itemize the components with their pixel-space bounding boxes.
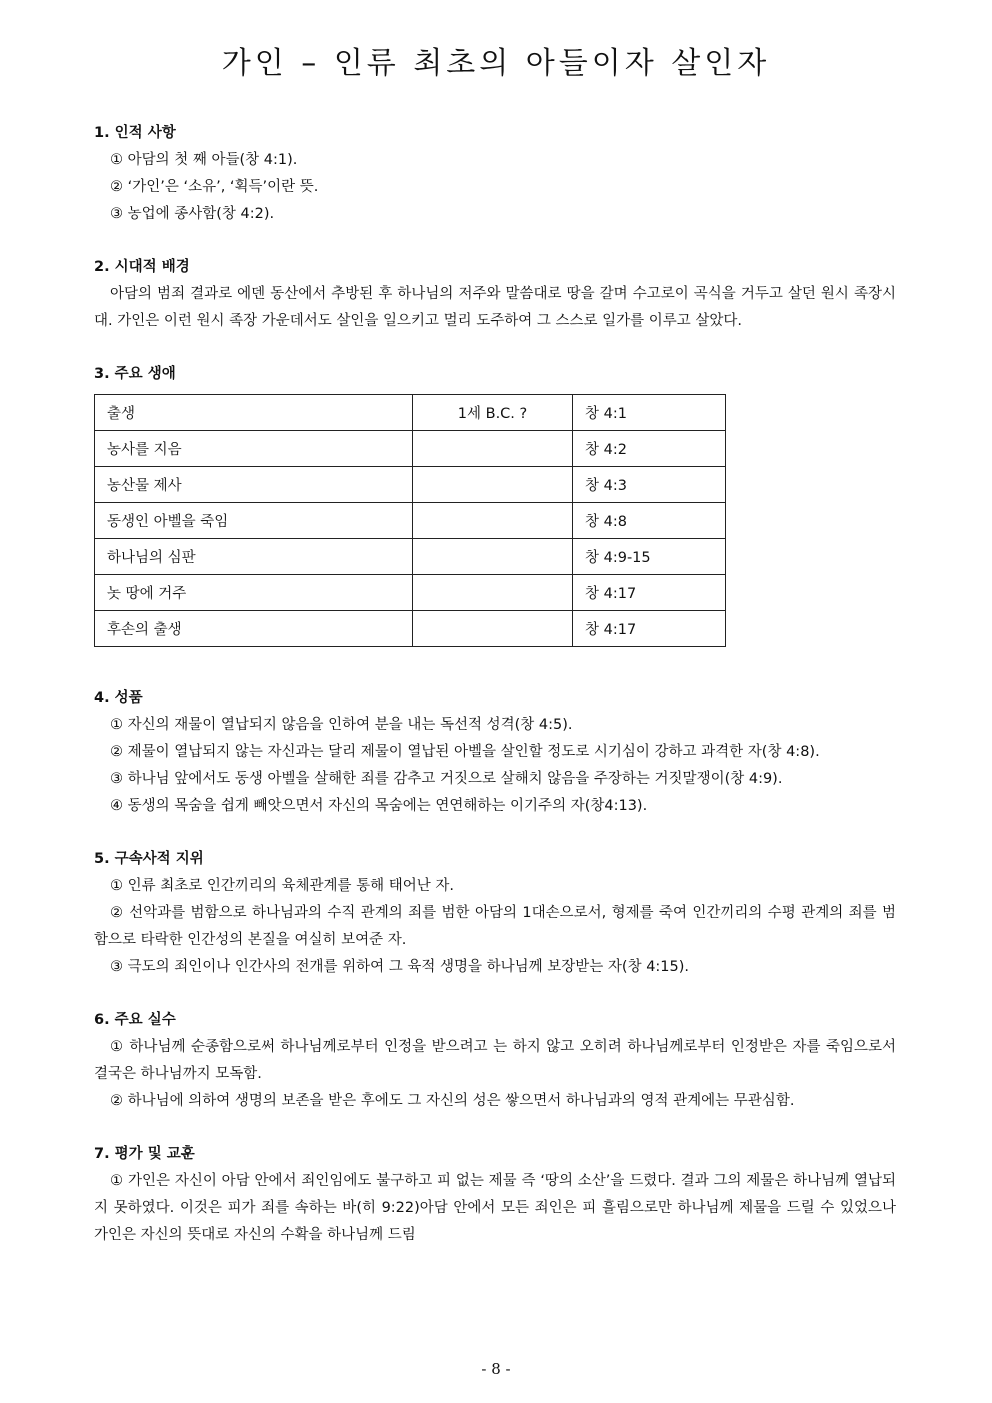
reference-cell: 창 4:1: [572, 395, 726, 430]
paragraph: ① 자신의 재물이 열납되지 않음을 인하여 분을 내는 독선적 성격(창 4:5).: [110, 717, 573, 733]
section-heading: 7. 평가 및 교훈: [94, 1146, 195, 1162]
list-item: ③ 농업에 종사함(창 4:2).: [110, 206, 275, 222]
event-cell: 놋 땅에 거주: [94, 575, 412, 610]
age-cell: [412, 539, 572, 574]
event-cell: 후손의 출생: [94, 611, 412, 646]
section-heading: 6. 주요 실수: [94, 1012, 176, 1028]
section-heading: 4. 성품: [94, 690, 143, 706]
paragraph: ④ 동생의 목숨을 쉽게 빼앗으면서 자신의 목숨에는 연연해하는 이기주의 자(창4:13).: [110, 798, 648, 814]
age-cell: 1세 B.C. ?: [412, 395, 572, 430]
section-mistakes: [94, 1007, 896, 1115]
age-cell: [412, 611, 572, 646]
table-row: [94, 395, 726, 431]
event-cell: 농사를 지음: [94, 431, 412, 466]
section-heading: 5. 구속사적 지위: [94, 851, 204, 867]
list-item: ① 아담의 첫 째 아들(창 4:1).: [110, 152, 298, 168]
age-cell: [412, 575, 572, 610]
table-row: [94, 503, 726, 539]
paragraph: ② 선악과를 범함으로 하나님과의 수직 관계의 죄를 범한 아담의 1대손으로서, 형제를 죽여 인간끼리의 수평 관계의 죄를 범함으로 타락한 인간성의 본질을 여실히 보여준 자.: [94, 905, 896, 948]
reference-cell: 창 4:9-15: [572, 539, 726, 574]
table-row: [94, 539, 726, 575]
reference-cell: 창 4:17: [572, 611, 726, 646]
section-heading: 2. 시대적 배경: [94, 259, 190, 275]
section-evaluation: [94, 1141, 896, 1249]
page-number: - 8 -: [481, 1360, 511, 1378]
life-table: [94, 394, 726, 647]
section-background: [94, 254, 896, 335]
event-cell: 하나님의 심판: [94, 539, 412, 574]
table-row: [94, 467, 726, 503]
table-row: [94, 431, 726, 467]
age-cell: [412, 503, 572, 538]
page-title: 가인 – 인류 최초의 아들이자 살인자: [221, 46, 771, 81]
reference-cell: 창 4:2: [572, 431, 726, 466]
table-row: [94, 575, 726, 611]
table-row: [94, 611, 726, 647]
section-heading: 3. 주요 생애: [94, 366, 176, 382]
age-cell: [412, 431, 572, 466]
reference-cell: 창 4:3: [572, 467, 726, 502]
paragraph: 아담의 범죄 결과로 에덴 동산에서 추방된 후 하나님의 저주와 말씀대로 땅을 갈며 수고로이 곡식을 거두고 살던 원시 족장시대. 가인은 이런 원시 족장 가운데서도 살인을 일으키고 멀리 도주하여 그 스스로 일가를 이루고 살았다.: [94, 286, 896, 329]
list-item: ② ‘가인’은 ‘소유’, ‘획득’이란 뜻.: [110, 179, 319, 195]
paragraph: ① 가인은 자신이 아담 안에서 죄인임에도 불구하고 피 없는 제물 즉 ‘땅의 소산’을 드렸다. 결과 그의 제물은 하나님께 열납되지 못하였다. 이것은 피가 죄를 속하는 바(히 9:22)아담 안에서 모든 죄인은 피 흘림으로만 하나님께 제물을 드릴 수 있었으나 가인은 자신의 뜻대로 자신의 수확을 하나님께 드림: [94, 1173, 896, 1243]
paragraph: ③ 하나님 앞에서도 동생 아벨을 살해한 죄를 감추고 거짓으로 살해치 않음을 주장하는 거짓말쟁이(창 4:9).: [110, 771, 783, 787]
paragraph: ② 하나님에 의하여 생명의 보존을 받은 후에도 그 자신의 성은 쌓으면서 하나님과의 영적 관계에는 무관심함.: [110, 1093, 795, 1109]
event-cell: 농산물 제사: [94, 467, 412, 502]
section-heading: 1. 인적 사항: [94, 125, 176, 141]
section-life: [94, 361, 896, 647]
paragraph: ③ 극도의 죄인이나 인간사의 전개를 위하여 그 육적 생명을 하나님께 보장받는 자(창 4:15).: [110, 959, 690, 975]
section-personal-info: [94, 120, 896, 228]
section-redemptive-status: [94, 846, 896, 981]
reference-cell: 창 4:17: [572, 575, 726, 610]
paragraph: ① 하나님께 순종함으로써 하나님께로부터 인정을 받으려고 는 하지 않고 오히려 하나님께로부터 인정받은 자를 죽임으로서 결국은 하나님까지 모독함.: [94, 1039, 896, 1082]
paragraph: ② 제물이 열납되지 않는 자신과는 달리 제물이 열납된 아벨을 살인할 정도로 시기심이 강하고 과격한 자(창 4:8).: [110, 744, 820, 760]
event-cell: 동생인 아벨을 죽임: [94, 503, 412, 538]
age-cell: [412, 467, 572, 502]
event-cell: 출생: [94, 395, 412, 430]
document-body: [94, 120, 896, 1275]
reference-cell: 창 4:8: [572, 503, 726, 538]
section-character: [94, 685, 896, 820]
paragraph: ① 인류 최초로 인간끼리의 육체관계를 통해 태어난 자.: [110, 878, 455, 894]
